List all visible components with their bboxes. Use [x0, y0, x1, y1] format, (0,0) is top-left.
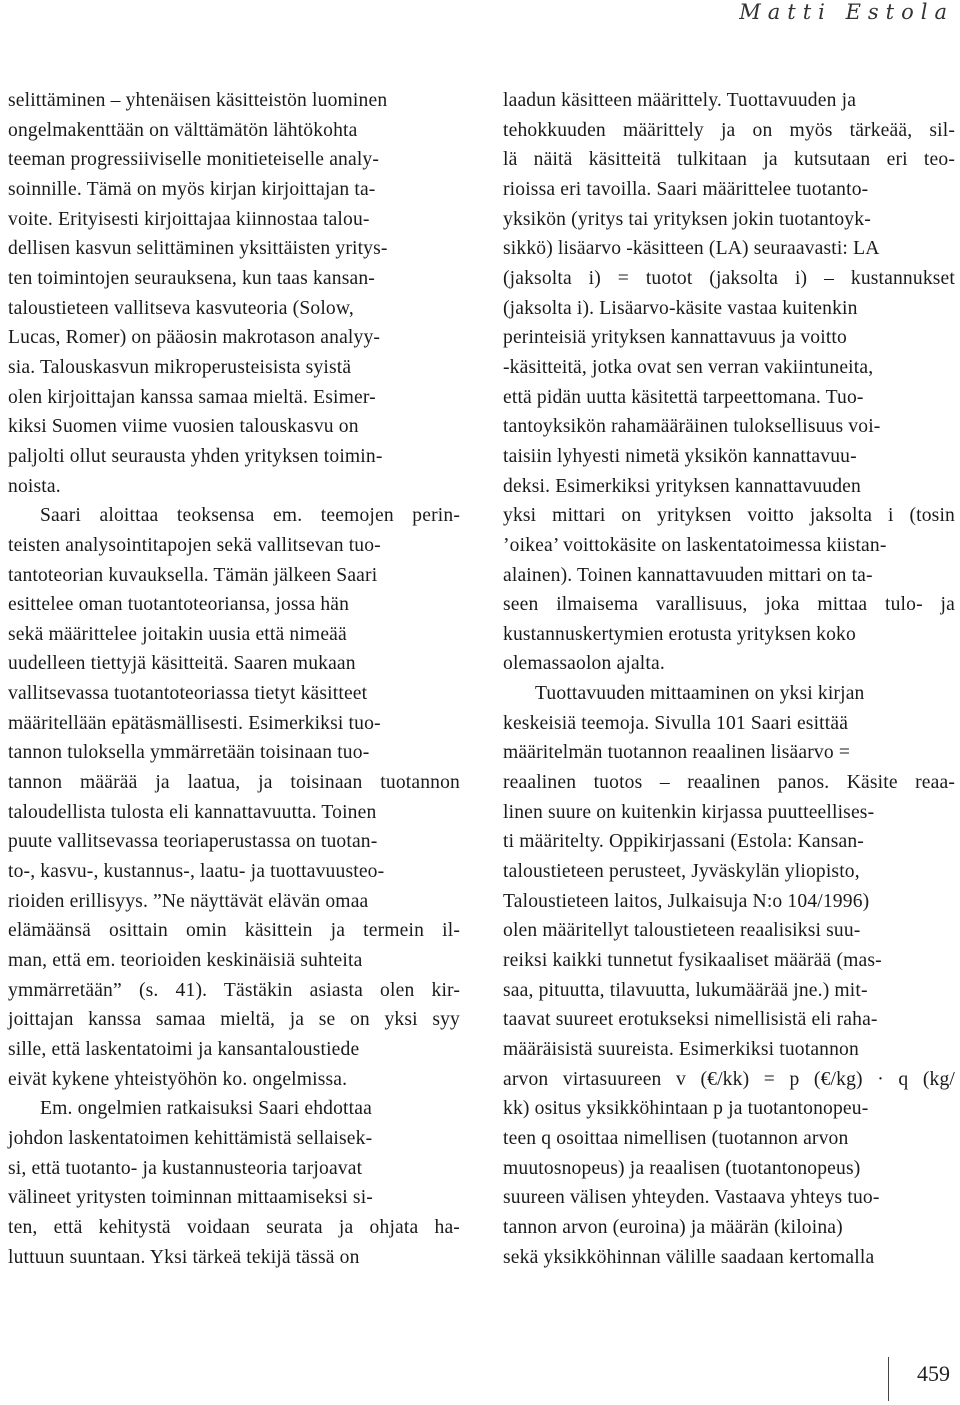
text-line: kustannuskertymien erotusta yrityksen koko: [503, 623, 856, 645]
text-line: määritellään epätäsmällisesti. Esimerkiksi tuo-: [8, 712, 381, 734]
text-line: tantoyksikön rahamääräinen tuloksellisuus voi-: [503, 416, 881, 438]
text-line: Taloustieteen laitos, Julkaisuja N:o 104/1996): [503, 890, 870, 912]
text-line: taavat suureet erotukseksi nimellisistä eli raha-: [503, 1009, 878, 1031]
text-line: (jaksolta i). Lisäarvo-käsite vastaa kuitenkin: [503, 297, 858, 319]
text-line: ’oikea’ voittokäsite on laskentatoimessa kiistan-: [503, 534, 887, 556]
right-text-column: [503, 86, 955, 1272]
text-line: muutosnopeus) ja reaalisen (tuotantonopeus): [503, 1157, 861, 1179]
text-line: linen suure on kuitenkin kirjassa puutteellises-: [503, 801, 875, 823]
running-header-author: Matti Estola: [739, 0, 954, 24]
text-line: määräisistä suureista. Esimerkiksi tuotannon: [503, 1039, 859, 1060]
text-line: että pidän uutta käsitettä tarpeettomana. Tuo-: [503, 386, 864, 408]
text-line: tehokkuuden määrittely ja on myös tärkeää, sil-: [503, 119, 955, 141]
text-line: ymmärretään” (s. 41). Tästäkin asiasta olen kir-: [8, 979, 460, 1001]
text-line: rioiden erillisyys. ”Ne näyttävät elävän omaa: [8, 890, 369, 912]
text-line: arvon virtasuureen v (€/kk) = p (€/kg) · q (kg/: [503, 1068, 955, 1090]
text-line: puute vallitsevassa teoriaperustassa on tuotan-: [8, 831, 378, 853]
text-line: teisten analysointitapojen sekä vallitsevan tuo-: [8, 534, 381, 556]
text-line: teeman progressiiviselle monitieteiselle analy-: [8, 149, 380, 171]
text-line: deksi. Esimerkiksi yrityksen kannattavuuden: [503, 475, 861, 497]
text-line: laadun käsitteen määrittely. Tuottavuuden ja: [503, 90, 857, 111]
text-line: sekä yksikköhinnan välille saadaan kertomalla: [503, 1246, 875, 1268]
text-line: taisiin lyhyesti nimetä yksikön kannattavuu-: [503, 445, 857, 467]
text-line: paljolti ollut seurausta yhden yrityksen toimin-: [8, 445, 383, 467]
text-line: teen q osoittaa nimellisen (tuotannon arvon: [503, 1127, 849, 1149]
text-line: taloustieteen perusteet, Jyväskylän yliopisto,: [503, 861, 860, 883]
text-line: perinteisiä yrityksen kannattavuus ja voitto: [503, 327, 847, 349]
text-line: si, että tuotanto- ja kustannusteoria tarjoavat: [8, 1157, 363, 1179]
text-line: tannon arvon (euroina) ja määrän (kiloina): [503, 1216, 843, 1238]
text-line: sekä määrittelee joitakin uusia että nimeää: [8, 623, 347, 645]
text-line: seen ilmaisema varallisuus, joka mittaa tulo- ja: [503, 594, 955, 616]
text-line: ten toimintojen seurauksena, kun taas kansan-: [8, 267, 375, 289]
text-line: ten, että kehitystä voidaan seurata ja ohjata ha-: [8, 1216, 460, 1238]
text-line: dellisen kasvun selittäminen yksittäisten yritys-: [8, 238, 388, 260]
text-line: olemassaolon ajalta.: [503, 653, 665, 675]
text-line: yksi mittari on yrityksen voitto jaksolta i (tosin: [503, 505, 955, 527]
text-line: määritelmän tuotannon reaalinen lisäarvo =: [503, 742, 851, 764]
text-line: alainen). Toinen kannattavuuden mittari on ta-: [503, 564, 873, 586]
text-line: tannon määrää ja laatua, ja toisinaan tuotannon: [8, 772, 460, 794]
page-number: 459: [917, 1361, 950, 1386]
text-line: lä näitä käsitteitä tulkitaan ja kutsutaan eri teo-: [503, 149, 955, 171]
text-line: ti määritelty. Oppikirjassani (Estola: Kansan-: [503, 831, 864, 853]
text-line: vallitsevassa tuotantoteoriassa tietyt käsitteet: [8, 683, 368, 705]
text-line: Lucas, Romer) on pääosin makrotason analyy-: [8, 327, 381, 349]
text-line: uudelleen tiettyjä käsitteitä. Saaren mukaan: [8, 653, 356, 675]
text-line: luttuun suuntaan. Yksi tärkeä tekijä tässä on: [8, 1246, 360, 1268]
text-line: to-, kasvu-, kustannus-, laatu- ja tuottavuusteo-: [8, 861, 385, 883]
text-line: Saari aloittaa teoksensa em. teemojen perin-: [40, 505, 460, 527]
text-line: yksikön (yritys tai yrityksen jokin tuotantoyk-: [503, 208, 871, 230]
page-folio: [888, 1357, 952, 1401]
text-line: olen määritellyt taloustieteen reaalisiksi suu-: [503, 920, 861, 942]
text-line: elämäänsä osittain omin käsittein ja termein il-: [8, 920, 460, 942]
text-line: sia. Talouskasvun mikroperusteisista syistä: [8, 356, 352, 378]
text-line: soinnille. Tämä on myös kirjan kirjoittajan ta-: [8, 178, 376, 200]
text-line: kiksi Suomen viime vuosien talouskasvu on: [8, 416, 359, 438]
text-line: tantoteorian kuvauksella. Tämän jälkeen Saari: [8, 564, 378, 586]
text-line: (jaksolta i) = tuotot (jaksolta i) – kustannukset: [503, 267, 955, 289]
text-line: välineet yritysten toiminnan mittaamiseksi si-: [8, 1187, 373, 1209]
text-line: ongelmakenttään on välttämätön lähtökohta: [8, 119, 358, 141]
text-line: suureen välisen yhteyden. Vastaava yhteys tuo-: [503, 1187, 880, 1209]
text-line: Em. ongelmien ratkaisuksi Saari ehdottaa: [40, 1098, 372, 1120]
text-line: rioissa eri tavoilla. Saari määrittelee tuotanto-: [503, 178, 869, 200]
text-line: Tuottavuuden mittaaminen on yksi kirjan: [535, 683, 865, 705]
text-line: noista.: [8, 475, 61, 497]
text-line: selittäminen – yhtenäisen käsitteistön luominen: [8, 90, 388, 111]
text-line: saa, pituutta, tilavuutta, lukumäärää jne.) mit-: [503, 979, 868, 1001]
text-line: -käsitteitä, jotka ovat sen verran vakiintuneita,: [503, 356, 874, 378]
text-line: keskeisiä teemoja. Sivulla 101 Saari esittää: [503, 712, 849, 734]
text-line: voite. Erityisesti kirjoittajaa kiinnostaa talou-: [8, 208, 370, 230]
text-line: johdon laskentatoimen kehittämistä sellaisek-: [8, 1127, 373, 1149]
text-line: kk) ositus yksikköhintaan p ja tuotantonopeu-: [503, 1098, 869, 1120]
text-line: tannon tuloksella ymmärretään toisinaan tuo-: [8, 742, 370, 764]
folio-rule: [888, 1357, 889, 1401]
text-line: sille, että laskentatoimi ja kansantaloustiede: [8, 1039, 360, 1060]
text-line: taloustieteen vallitseva kasvuteoria (Solow,: [8, 297, 354, 319]
text-line: reiksi kaikki tunnetut fysikaaliset määrää (mas-: [503, 950, 882, 972]
text-line: eivät kykene yhteistyöhön ko. ongelmissa.: [8, 1068, 348, 1090]
text-line: olen kirjoittajan kanssa samaa mieltä. Esimer-: [8, 386, 376, 408]
text-line: esittelee oman tuotantoteoriansa, jossa hän: [8, 594, 350, 616]
text-line: joittajan kanssa samaa mieltä, ja se on yksi syy: [8, 1009, 460, 1031]
text-line: reaalinen tuotos – reaalinen panos. Käsite reaa-: [503, 772, 955, 794]
text-line: sikkö) lisäarvo -käsitteen (LA) seuraavasti: LA: [503, 238, 880, 260]
text-line: taloudellista tulosta eli kannattavuutta. Toinen: [8, 801, 377, 823]
text-line: man, että em. teorioiden keskinäisiä suhteita: [8, 950, 363, 972]
left-text-column: [8, 86, 460, 1272]
